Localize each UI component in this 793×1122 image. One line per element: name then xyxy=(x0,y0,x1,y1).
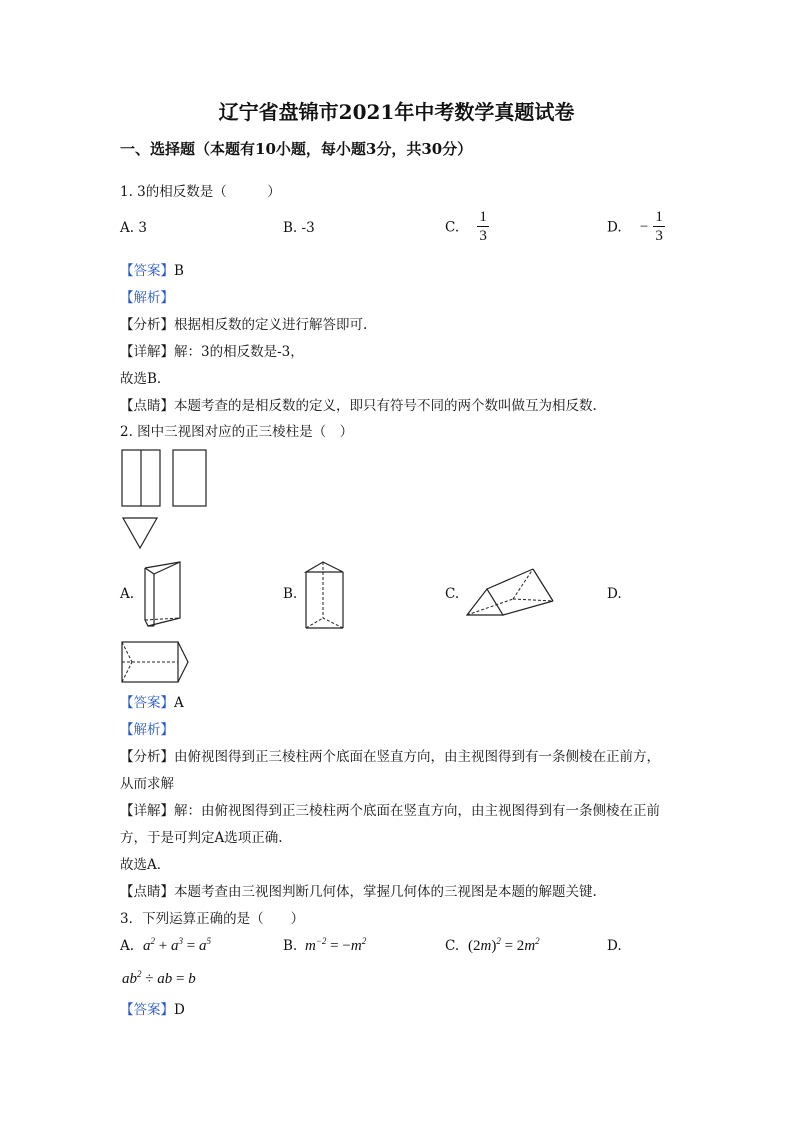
q3-option-d-expression: $ab^2$ ÷ ab = b xyxy=(122,969,196,987)
side-view xyxy=(173,450,206,506)
fenxi-text: 由俯视图得到正三棱柱两个底面在竖直方向，由主视图得到有一条侧棱在正前方， xyxy=(174,749,660,765)
q2-analysis-tag: 【解析】 xyxy=(120,722,174,738)
dianjing-text: 本题考查的是相反数的定义，即只有符号不同的两个数叫做互为相反数. xyxy=(174,398,597,414)
q2-fenxi-line2: 从而求解 xyxy=(120,776,174,792)
dianjing-tag: 【点睛】 xyxy=(120,398,174,414)
q2-option-b-label: B. xyxy=(283,586,298,602)
q1-option-d-label: D. xyxy=(607,219,622,236)
q1-analysis-tag: 【解析】 xyxy=(120,290,174,306)
q3-option-b-label: B. xyxy=(283,938,298,954)
q3-answer xyxy=(120,998,185,1018)
q2-xiangjie-line1 xyxy=(120,799,660,819)
q2-option-c-prism xyxy=(463,565,558,620)
q2-conclusion: 故选A． xyxy=(120,857,171,873)
q3-option-d-label: D. xyxy=(607,938,622,954)
q1-xiangjie xyxy=(120,340,304,360)
q3-option-b-expression: $m^{-2} = -m^2$ xyxy=(305,936,367,954)
fenxi-tag: 【分析】 xyxy=(120,749,174,765)
fenxi-text: 根据相反数的定义进行解答即可. xyxy=(174,317,368,333)
q2-dianjing xyxy=(120,880,597,900)
q1-option-d-fraction xyxy=(653,209,665,246)
fraction-numerator: 1 xyxy=(655,209,663,225)
q1-option-c-fraction xyxy=(477,209,489,246)
q1-option-c xyxy=(445,209,489,246)
answer-value: B xyxy=(174,263,184,279)
xiangjie-text: 解：由俯视图得到正三棱柱两个底面在竖直方向，由主视图得到有一条侧棱在正前 xyxy=(174,803,660,819)
answer-value: A xyxy=(174,695,184,711)
q1-option-d xyxy=(607,209,665,246)
q3-option-a-expression: $a^2 + a^3 = a^5$ xyxy=(143,936,211,954)
answer-value: D xyxy=(174,1002,185,1018)
three-view-figure xyxy=(120,448,210,552)
top-view xyxy=(123,518,157,548)
xiangjie-tag: 【详解】 xyxy=(120,803,174,819)
q1-conclusion: 故选B． xyxy=(120,371,171,387)
q1-dianjing xyxy=(120,394,597,414)
q1-option-c-label: C. xyxy=(445,219,460,236)
section-heading: 一、选择题（本题有10小题，每小题3分，共30分） xyxy=(120,140,473,158)
q1-fenxi xyxy=(120,313,367,333)
q2-option-c-label: C. xyxy=(445,586,460,602)
q3-option-a-label: A. xyxy=(120,938,135,954)
dianjing-tag: 【点睛】 xyxy=(120,884,174,900)
q2-option-a-label: A. xyxy=(120,586,135,602)
q2-option-a-prism xyxy=(140,560,185,630)
answer-tag: 【答案】 xyxy=(120,695,174,711)
answer-tag: 【答案】 xyxy=(120,263,174,279)
q2-answer xyxy=(120,691,184,711)
minus-sign: − xyxy=(639,219,649,235)
q2-stem: 2. 图中三视图对应的正三棱柱是（ ） xyxy=(120,424,354,440)
fenxi-tag: 【分析】 xyxy=(120,317,174,333)
xiangjie-text: 解：3的相反数是-3， xyxy=(174,344,304,360)
q1-option-b: B. -3 xyxy=(283,220,315,236)
dianjing-text: 本题考查由三视图判断几何体，掌握几何体的三视图是本题的解题关键. xyxy=(174,884,597,900)
page-title: 辽宁省盘锦市2021年中考数学真题试卷 xyxy=(218,100,575,124)
fraction-numerator: 1 xyxy=(479,209,487,225)
q2-option-d-label: D. xyxy=(607,586,622,602)
answer-tag: 【答案】 xyxy=(120,1002,174,1018)
q2-option-b-prism xyxy=(303,558,348,632)
q3-stem: 3．下列运算正确的是（ ） xyxy=(120,911,305,927)
q2-xiangjie-line2: 方，于是可判定A选项正确. xyxy=(120,830,283,846)
xiangjie-tag: 【详解】 xyxy=(120,344,174,360)
q3-option-c-label: C. xyxy=(445,938,460,954)
q1-answer xyxy=(120,259,184,279)
q2-fenxi-line1 xyxy=(120,745,660,765)
q1-option-a: A. 3 xyxy=(120,220,147,236)
fraction-denominator: 3 xyxy=(479,228,487,244)
q1-stem: 1. 3的相反数是（ ） xyxy=(120,184,281,200)
fraction-denominator: 3 xyxy=(655,228,663,244)
q2-option-d-prism xyxy=(120,638,192,686)
q3-option-c-expression: $(2m)^2 = 2m^2$ xyxy=(468,936,540,954)
